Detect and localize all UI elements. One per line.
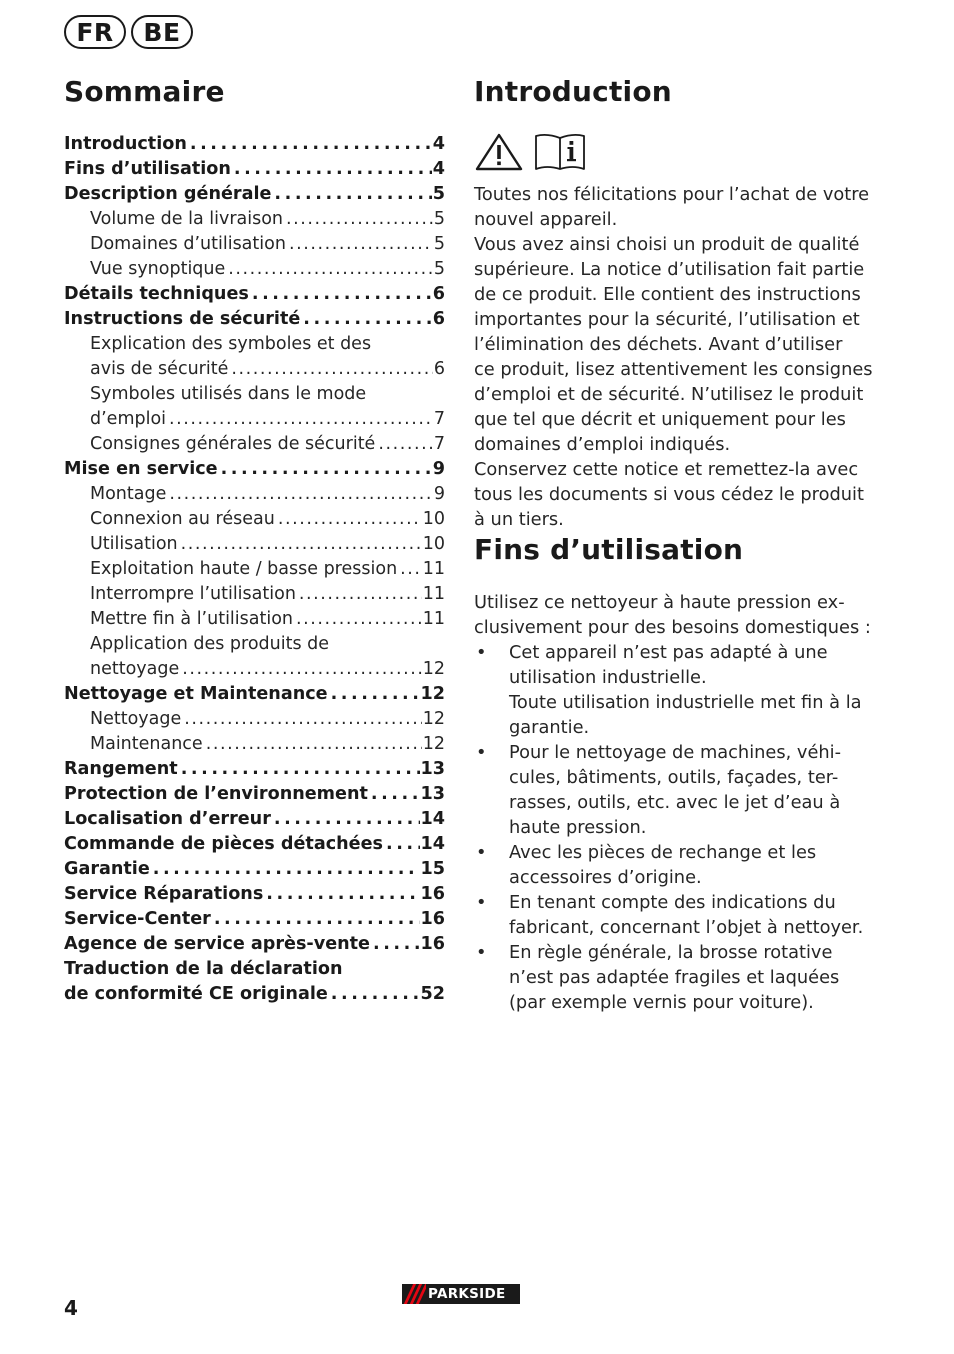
toc-entry-label: Mettre fin à l’utilisation [90,609,294,629]
bullet-item [474,840,874,890]
toc-subentry[interactable] [64,357,445,382]
text-line: Toutes nos félicitations pour l’achat de votre [474,184,870,205]
toc-entry-label: Nettoyage [90,709,182,729]
page-number: 4 [64,1296,78,1320]
text-line: garantie. [509,717,590,738]
content-column [474,74,874,1015]
toc-entry-label: d’emploi [90,409,167,429]
toc-entry-page: 14 [420,834,445,854]
toc-entry-label: Montage [90,484,167,504]
toc-entry-label: de conformité CE originale [64,984,328,1004]
toc-entry-page: 5 [433,209,445,229]
text-line: importantes pour la sécurité, l’utilisation et [474,309,860,330]
language-badge-be: BE [131,15,193,49]
toc-entry-label-line1[interactable]: Traduction de la déclaration [64,959,343,979]
toc-entry-label: Exploitation haute / basse pression [90,559,398,579]
logo-stripes-icon [402,1284,426,1304]
toc-entry-page: 11 [422,609,445,629]
toc-entry-label: Nettoyage et Maintenance [64,684,328,704]
toc-entry-label: Service Réparations [64,884,264,904]
toc-entry-page: 10 [422,509,445,529]
toc-entry[interactable] [64,982,445,1007]
text-line: l’élimination des déchets. Avant d’utiliser [474,334,843,355]
toc-entry-page: 14 [420,809,445,829]
toc-entry-label: Fins d’utilisation [64,159,231,179]
toc-subentry[interactable] [64,707,445,732]
text-line: • Avec les pièces de rechange et les [509,842,817,863]
language-badges [64,15,193,49]
toc-subentry[interactable] [64,557,445,582]
text-line: • En tenant compte des indications du [509,892,836,913]
text-line: supérieure. La notice d’utilisation fait partie [474,259,865,280]
toc-entry-page: 7 [433,409,445,429]
toc-entry[interactable] [64,882,445,907]
toc-entry-page: 5 [432,184,445,204]
introduction-text [474,182,874,532]
toc-entry-page: 7 [433,434,445,454]
toc-entry-page: 9 [433,484,445,504]
logo-text: PARKSIDE [428,1286,506,1302]
text-line: accessoires d’origine. [509,867,702,888]
parkside-logo [402,1284,520,1304]
toc-entry-page: 13 [420,784,445,804]
toc-entry-page: 5 [433,259,445,279]
toc-entry-label: Commande de pièces détachées [64,834,383,854]
toc-subentry[interactable] [64,407,445,432]
toc-entry-page: 11 [422,559,445,579]
text-line: n’est pas adaptée fragiles et laquées [509,967,840,988]
toc-entry-page: 9 [432,459,445,479]
text-line: domaines d’emploi indiqués. [474,434,731,455]
introduction-title: Introduction [474,75,672,108]
toc-entry[interactable] [64,757,445,782]
toc-entry-page: 12 [420,684,445,704]
toc-entry-label: Localisation d’erreur [64,809,271,829]
toc-entry-label: Connexion au réseau [90,509,275,529]
toc-entry-label-line1[interactable]: Application des produits de [90,634,330,654]
toc-list [64,132,445,1007]
toc-entry-label: Protection de l’environnement [64,784,368,804]
toc-title: Sommaire [64,75,225,108]
toc-entry-page: 10 [422,534,445,554]
toc-subentry[interactable] [64,257,445,282]
toc-entry-page: 12 [422,659,445,679]
toc-entry-label-line1[interactable]: Explication des symboles et des [90,334,372,354]
toc-entry-label: Mise en service [64,459,218,479]
toc-entry-label-line1[interactable]: Symboles utilisés dans le mode [90,384,367,404]
language-badge-fr: FR [64,15,126,49]
toc-entry-page: 12 [422,709,445,729]
text-line: utilisation industrielle. [509,667,707,688]
toc-entry-page: 5 [433,234,445,254]
toc-entry-label: Garantie [64,859,150,879]
bullet-item [474,740,874,840]
toc-entry[interactable] [64,832,445,857]
toc-entry[interactable] [64,782,445,807]
toc-entry[interactable] [64,932,445,957]
text-line: que tel que décrit et uniquement pour les [474,409,846,430]
toc-entry-page: 16 [420,934,445,954]
text-line: fabricant, concernant l’objet à nettoyer. [509,917,864,938]
toc-entry-label: Volume de la livraison [90,209,284,229]
toc-entry-label: Consignes générales de sécurité [90,434,376,454]
text-line: Conservez cette notice et remettez-la avec [474,459,859,480]
text-line: rasses, outils, etc. avec le jet d’eau à [509,792,841,813]
toc-entry-label: avis de sécurité [90,359,229,379]
toc-entry-page: 11 [422,584,445,604]
toc-subentry[interactable] [64,432,445,457]
toc-entry-page: 52 [420,984,445,1004]
toc-entry-label: Utilisation [90,534,178,554]
toc-entry-label: Vue synoptique [90,259,226,279]
text-line: • En règle générale, la brosse rotative [509,942,833,963]
toc-subentry[interactable] [64,232,445,257]
toc-entry-label: Rangement [64,759,178,779]
bullet-item [474,890,874,940]
text-line: à un tiers. [474,509,564,530]
toc-entry-page: 6 [433,359,445,379]
toc-entry[interactable] [64,307,445,332]
toc-entry[interactable] [64,132,445,157]
table-of-contents [64,74,445,1007]
fins-title: Fins d’utilisation [474,533,744,566]
toc-entry-page: 6 [432,284,445,304]
toc-entry[interactable] [64,182,445,207]
toc-subentry[interactable] [64,732,445,757]
toc-entry-page: 12 [422,734,445,754]
toc-entry-page: 15 [420,859,445,879]
toc-subentry[interactable] [64,207,445,232]
text-line: clusivement pour des besoins domestiques : [474,617,871,638]
text-line: cules, bâtiments, outils, façades, ter- [509,767,839,788]
toc-entry-label: Description générale [64,184,272,204]
toc-subentry[interactable] [64,607,445,632]
toc-entry[interactable] [64,457,445,482]
text-line: d’emploi et de sécurité. N’utilisez le produit [474,384,864,405]
usage-bullet-list [474,640,874,1015]
text-line: • Pour le nettoyage de machines, véhi- [509,742,842,763]
toc-entry-label: Maintenance [90,734,203,754]
toc-entry[interactable] [64,682,445,707]
toc-entry-label: Interrompre l’utilisation [90,584,296,604]
toc-entry-page: 13 [420,759,445,779]
toc-entry[interactable] [64,857,445,882]
text-line: nouvel appareil. [474,209,618,230]
toc-entry[interactable] [64,907,445,932]
manual-info-icon [534,132,586,176]
safety-icons [474,132,874,176]
text-line: tous les documents si vous cédez le produit [474,484,864,505]
toc-entry-label: Service-Center [64,909,211,929]
warning-triangle-icon [474,132,524,176]
toc-subentry[interactable] [64,482,445,507]
toc-entry-label: Domaines d’utilisation [90,234,286,254]
toc-subentry[interactable] [64,657,445,682]
toc-entry-page: 16 [420,909,445,929]
toc-subentry[interactable] [64,532,445,557]
toc-subentry[interactable] [64,507,445,532]
toc-entry-page: 16 [420,884,445,904]
toc-entry-page: 6 [432,309,445,329]
toc-entry-label: Détails techniques [64,284,249,304]
toc-entry-page: 4 [432,134,445,154]
toc-subentry[interactable] [64,582,445,607]
toc-entry-page: 4 [432,159,445,179]
text-line: Vous avez ainsi choisi un produit de qualité [474,234,860,255]
text-line: Utilisez ce nettoyeur à haute pression ex- [474,592,845,613]
toc-entry[interactable] [64,157,445,182]
text-line: Toute utilisation industrielle met fin à la [509,692,862,713]
text-line: haute pression. [509,817,647,838]
toc-entry-label: Agence de service après-vente [64,934,370,954]
toc-entry-label: Instructions de sécurité [64,309,301,329]
text-line: ce produit, lisez attentivement les consignes [474,359,873,380]
text-line: (par exemple vernis pour voiture). [509,992,814,1013]
toc-entry[interactable] [64,282,445,307]
toc-entry[interactable] [64,807,445,832]
bullet-item [474,940,874,1015]
text-line: de ce produit. Elle contient des instructions [474,284,861,305]
bullet-item [474,640,874,740]
fins-intro-text [474,590,874,640]
toc-entry-label: Introduction [64,134,187,154]
text-line: • Cet appareil n’est pas adapté à une [509,642,828,663]
toc-entry-label: nettoyage [90,659,180,679]
